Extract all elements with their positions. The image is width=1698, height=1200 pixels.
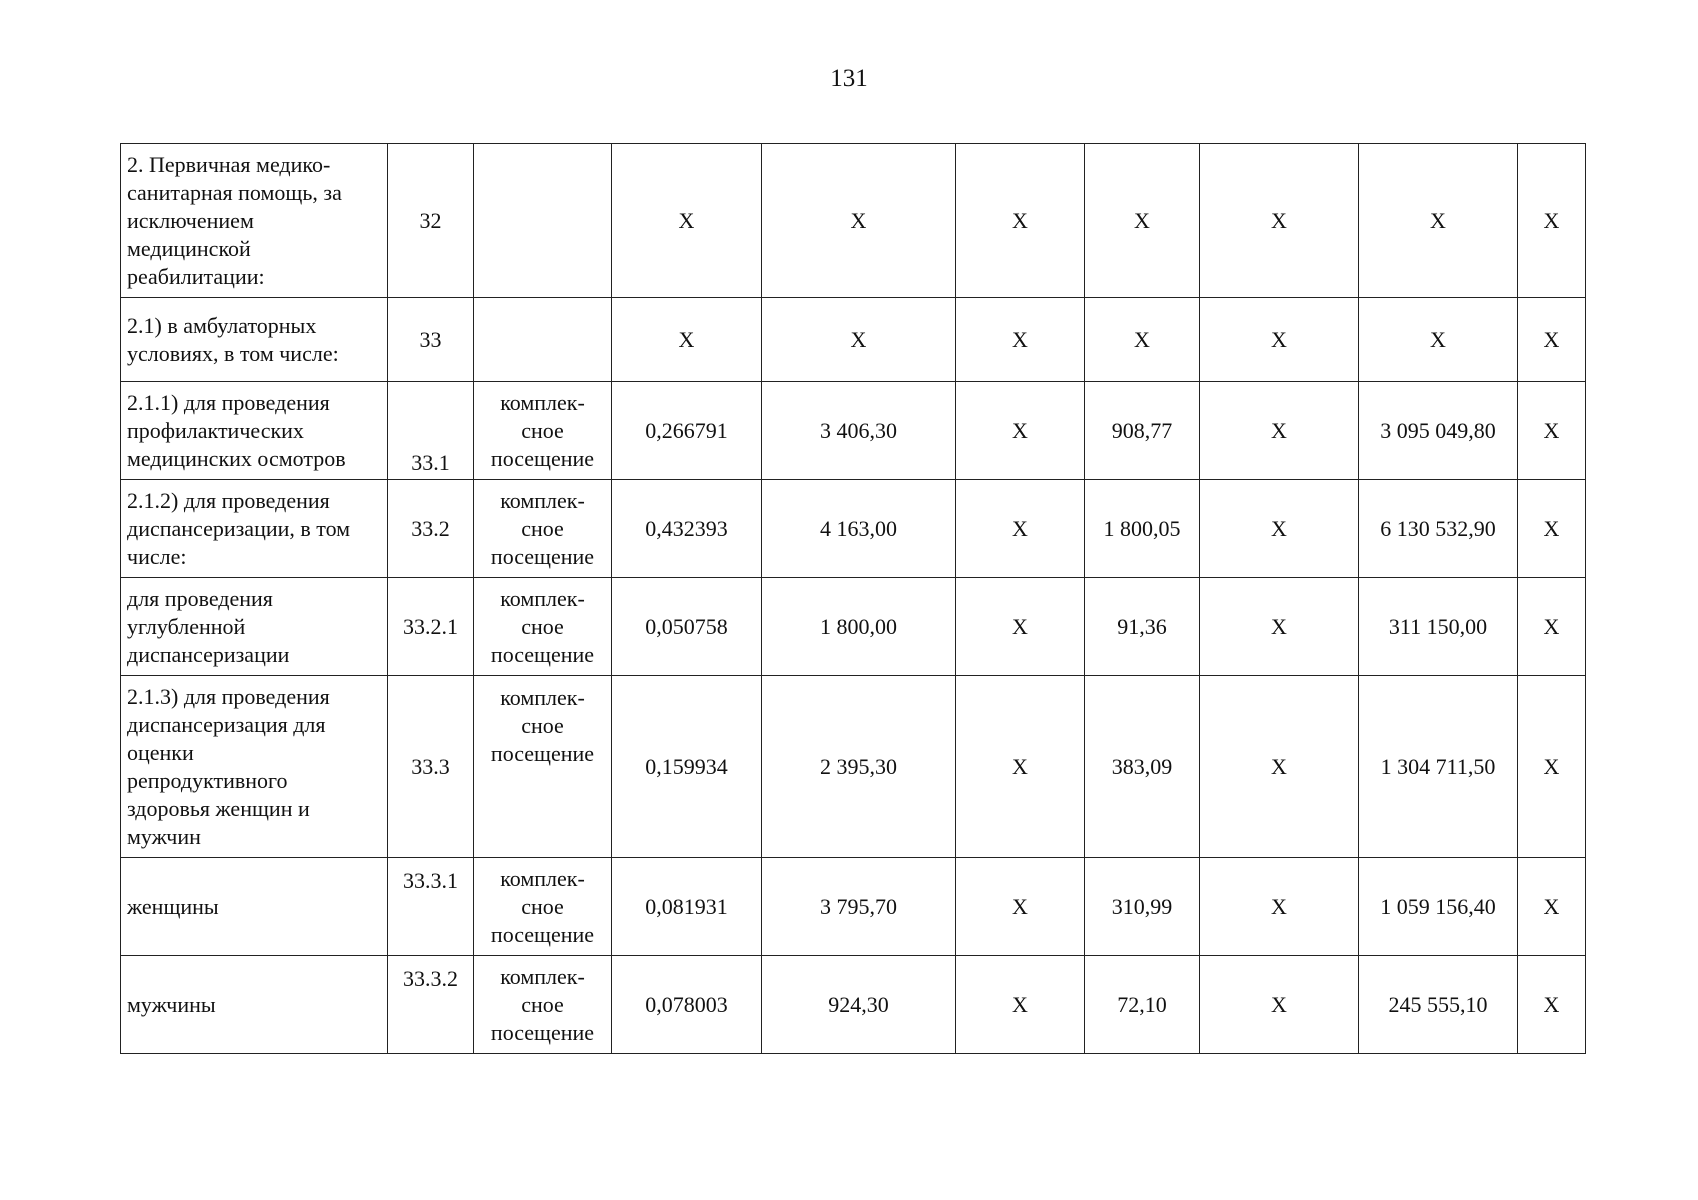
value-cell: Х: [612, 298, 762, 382]
value-cell: 6 130 532,90: [1359, 480, 1518, 578]
row-unit-cell: [474, 298, 612, 382]
value-cell: 0,266791: [612, 382, 762, 480]
row-name-cell: 2.1.2) для проведения диспансеризации, в том числе:: [121, 480, 388, 578]
row-code-cell: 33.3.1: [388, 858, 474, 956]
value-cell: Х: [1359, 298, 1518, 382]
value-cell: 311 150,00: [1359, 578, 1518, 676]
value-cell: Х: [1518, 480, 1586, 578]
value-cell: 72,10: [1085, 956, 1200, 1054]
value-cell: 0,081931: [612, 858, 762, 956]
value-cell: Х: [1518, 144, 1586, 298]
row-name-cell: 2.1.3) для проведения диспансеризация для оценки репродуктивного здоровья женщин и мужчин: [121, 676, 388, 858]
row-name-cell: 2.1) в амбулаторных условиях, в том числе:: [121, 298, 388, 382]
table-row: [121, 298, 1586, 382]
value-cell: Х: [1200, 676, 1359, 858]
value-cell: Х: [1518, 858, 1586, 956]
row-code-cell: 33.3.2: [388, 956, 474, 1054]
value-cell: Х: [956, 144, 1085, 298]
table-row: [121, 480, 1586, 578]
value-cell: Х: [956, 676, 1085, 858]
value-cell: 91,36: [1085, 578, 1200, 676]
value-cell: 3 406,30: [762, 382, 956, 480]
value-cell: 0,432393: [612, 480, 762, 578]
row-code-cell: 32: [388, 144, 474, 298]
value-cell: Х: [956, 578, 1085, 676]
value-cell: Х: [956, 956, 1085, 1054]
value-cell: Х: [1518, 676, 1586, 858]
table-row: [121, 676, 1586, 858]
table-row: [121, 956, 1586, 1054]
value-cell: 245 555,10: [1359, 956, 1518, 1054]
row-unit-cell: комплек- сное посещение: [474, 676, 612, 858]
value-cell: Х: [1200, 298, 1359, 382]
row-code-cell: 33.2.1: [388, 578, 474, 676]
value-cell: Х: [1518, 298, 1586, 382]
row-name-cell: 2.1.1) для проведения профилактических медицинских осмотров: [121, 382, 388, 480]
value-cell: 0,159934: [612, 676, 762, 858]
value-cell: Х: [956, 480, 1085, 578]
value-cell: Х: [956, 298, 1085, 382]
row-unit-cell: комплек- сное посещение: [474, 480, 612, 578]
table-row: [121, 578, 1586, 676]
value-cell: Х: [1200, 578, 1359, 676]
value-cell: Х: [1200, 480, 1359, 578]
value-cell: Х: [1518, 956, 1586, 1054]
page-number: 131: [830, 65, 868, 92]
value-cell: 4 163,00: [762, 480, 956, 578]
row-unit-cell: комплек- сное посещение: [474, 956, 612, 1054]
value-cell: 0,050758: [612, 578, 762, 676]
value-cell: Х: [1200, 858, 1359, 956]
row-unit-cell: комплек- сное посещение: [474, 578, 612, 676]
value-cell: 310,99: [1085, 858, 1200, 956]
table-row: [121, 382, 1586, 480]
value-cell: Х: [612, 144, 762, 298]
row-code-cell: 33: [388, 298, 474, 382]
value-cell: Х: [1518, 578, 1586, 676]
value-cell: Х: [956, 858, 1085, 956]
value-cell: 1 800,00: [762, 578, 956, 676]
value-cell: 1 059 156,40: [1359, 858, 1518, 956]
value-cell: 3 095 049,80: [1359, 382, 1518, 480]
value-cell: 1 304 711,50: [1359, 676, 1518, 858]
value-cell: Х: [1085, 298, 1200, 382]
row-code-cell: 33.2: [388, 480, 474, 578]
value-cell: Х: [956, 382, 1085, 480]
value-cell: Х: [1200, 382, 1359, 480]
row-name-cell: для проведения углубленной диспансеризации: [121, 578, 388, 676]
value-cell: Х: [762, 144, 956, 298]
value-cell: 908,77: [1085, 382, 1200, 480]
row-code-cell: 33.1: [388, 382, 474, 480]
row-code-cell: 33.3: [388, 676, 474, 858]
value-cell: 3 795,70: [762, 858, 956, 956]
row-name-cell: 2. Первичная медико- санитарная помощь, за исключением медицинской реабилитации:: [121, 144, 388, 298]
value-cell: Х: [1200, 956, 1359, 1054]
value-cell: 1 800,05: [1085, 480, 1200, 578]
row-unit-cell: комплек- сное посещение: [474, 382, 612, 480]
funding-table: [120, 143, 1586, 1054]
value-cell: Х: [1518, 382, 1586, 480]
value-cell: 2 395,30: [762, 676, 956, 858]
value-cell: Х: [1200, 144, 1359, 298]
table-row: [121, 144, 1586, 298]
value-cell: Х: [762, 298, 956, 382]
value-cell: Х: [1359, 144, 1518, 298]
row-unit-cell: [474, 144, 612, 298]
value-cell: 0,078003: [612, 956, 762, 1054]
table-row: [121, 858, 1586, 956]
row-name-cell: мужчины: [121, 956, 388, 1054]
value-cell: 383,09: [1085, 676, 1200, 858]
row-unit-cell: комплек- сное посещение: [474, 858, 612, 956]
value-cell: Х: [1085, 144, 1200, 298]
row-name-cell: женщины: [121, 858, 388, 956]
value-cell: 924,30: [762, 956, 956, 1054]
